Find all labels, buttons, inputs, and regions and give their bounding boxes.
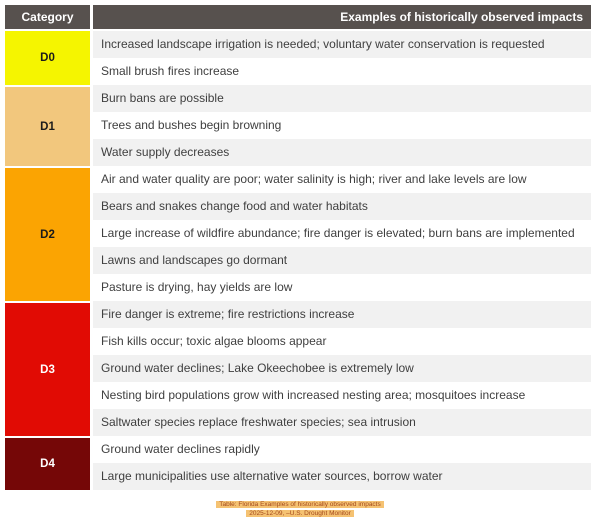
table-caption bbox=[0, 501, 600, 518]
table-header-row bbox=[5, 5, 591, 29]
impact-row: Lawns and landscapes go dormant bbox=[93, 247, 591, 274]
category-cell-d0: D0 bbox=[5, 31, 90, 85]
caption-line-1: Table: Florida Examples of historically observed impacts bbox=[216, 501, 383, 508]
category-cell-d4: D4 bbox=[5, 436, 90, 490]
impacts-header-cell: Examples of historically observed impacts bbox=[93, 5, 591, 29]
impact-row: Fire danger is extreme; fire restrictions increase bbox=[93, 301, 591, 328]
impact-row: Burn bans are possible bbox=[93, 85, 591, 112]
caption-line-2: 2025-12-09, –U.S. Drought Monitor bbox=[246, 510, 354, 517]
category-cell-d2: D2 bbox=[5, 166, 90, 301]
impact-row: Trees and bushes begin browning bbox=[93, 112, 591, 139]
category-column bbox=[5, 31, 90, 490]
category-cell-d3: D3 bbox=[5, 301, 90, 436]
impact-row: Increased landscape irrigation is needed; voluntary water conservation is requested bbox=[93, 31, 591, 58]
impact-row: Saltwater species replace freshwater species; sea intrusion bbox=[93, 409, 591, 436]
impact-row: Water supply decreases bbox=[93, 139, 591, 166]
impact-row: Air and water quality are poor; water salinity is high; river and lake levels are low bbox=[93, 166, 591, 193]
impact-row: Pasture is drying, hay yields are low bbox=[93, 274, 591, 301]
drought-impacts-table bbox=[5, 5, 591, 490]
table-body bbox=[5, 31, 591, 490]
impact-row: Large municipalities use alternative water sources, borrow water bbox=[93, 463, 591, 490]
impact-rows bbox=[93, 31, 591, 490]
impact-row: Fish kills occur; toxic algae blooms appear bbox=[93, 328, 591, 355]
category-cell-d1: D1 bbox=[5, 85, 90, 166]
impact-row: Small brush fires increase bbox=[93, 58, 591, 85]
impact-row: Ground water declines; Lake Okeechobee is extremely low bbox=[93, 355, 591, 382]
impact-row: Bears and snakes change food and water habitats bbox=[93, 193, 591, 220]
impact-row: Nesting bird populations grow with increased nesting area; mosquitoes increase bbox=[93, 382, 591, 409]
category-header-cell: Category bbox=[5, 5, 90, 29]
impact-row: Large increase of wildfire abundance; fire danger is elevated; burn bans are implemented bbox=[93, 220, 591, 247]
impact-row: Ground water declines rapidly bbox=[93, 436, 591, 463]
